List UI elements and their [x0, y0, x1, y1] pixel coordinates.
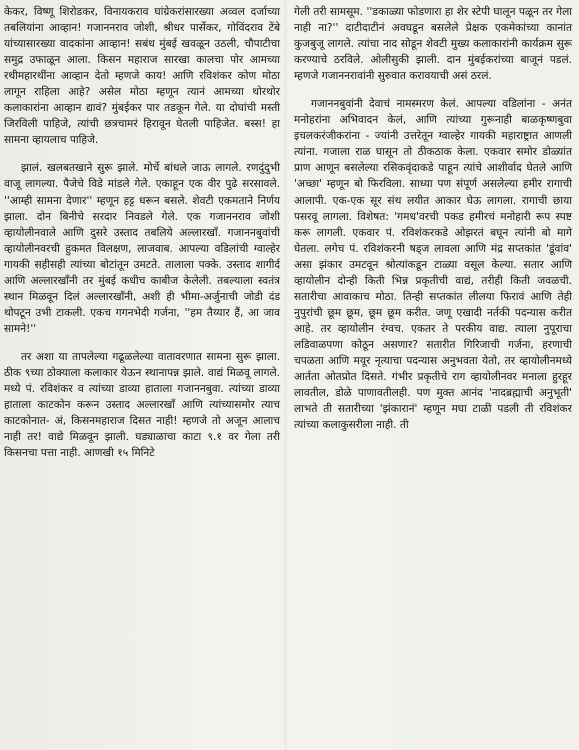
paragraph-gap — [4, 148, 280, 160]
paragraph-preparations: झालं. खलबतखाने सुरू झाले. मोर्चे बांधले जाऊ लागले. रणदुंदुभी वाजू लागल्या. पैजेचे विडे मांडले गेले. एकाहून एक वीर पुढे सरसावले. ''आम्ही सामना देणार'' म्हणून हट्ट धरून बसले. शेवटी एकमताने निर्णय झाला. दोन बिनीचे सरदार निवडले गेले. एक गजाननराव जोशी व्हायोलीनवाले आणि दुसरे उस्ताद तबलिये अल्लारखाँ. गजाननबुवांची व्हायोलीनवरची हुकमत विलक्षण, लाजवाब. आपल्या वडिलांची ग्वाल्हेर गायकी सहीसही त्यांच्या बोटांतून उमटते. तालाला पक्के. उस्ताद शागीर्द आणि अल्लारखाँनी तर मुंबई कधीच काबीज केलेली. तबल्याला स्वतंत्र स्थान मिळवून दिलं अल्लारखाँनी, अशी ही भीमा-अर्जुनाची जोडी दंड थोपटून उभी टाकली. एकच गगनभेदी गर्जना, ''हम तैय्यार हैं, आ जाव सामने!'' — [4, 162, 280, 335]
left-column — [4, 4, 280, 461]
right-column — [294, 4, 572, 433]
paragraph-waiting: गेली तरी सामसूम. ''डकाळ्या फोडणारा हा शेर स्टेपी घालून पळून तर गेला नाही ना?'' दाटीदाटीनं अवघडून बसलेले प्रेक्षक एकमेकांच्या कानांत कुजबुजू लागले. त्यांचा नाद सोडून शेवटी मुख्य कलाकारांनी कार्यक्रम सुरू करण्याचे ठरविले. ओलीसुकी झाली. दान मुंबईकरांच्या बाजूनं पडलं. म्हणजे गजाननरावांनी सुरुवात करावयाची असं ठरलं. — [294, 6, 572, 83]
paragraph-concert-begins: तर अशा या तापलेल्या गढूळलेल्या वातावरणात सामना सुरू झाला. ठीक ९च्या ठोक्याला कलाकार येऊन स्थानापन्न झाले. वाद्यं मिळवू लागले. मध्ये पं. रविशंकर व त्यांच्या डाव्या हाताला गजाननबुवा. त्यांच्या डाव्या हाताला काटकोन करून उस्ताद अल्लारखाँ आणि त्यांच्यासमोर त्याच काटकोनात- अं, किसनमहाराज दिसत नाही! म्हणजे तो अजून आलाच नाही तर! वाद्ये मिळवून झाली. घड्याळाचा काटा ९.१ वर गेला तरी किसनचा पत्ता नाही. आणखी १५ मिनिटे — [4, 350, 280, 460]
paragraph-gap — [4, 337, 280, 349]
column-gutter — [284, 0, 290, 750]
paragraph-performance: गजाननबुवांनी देवाचं नामस्मरण केलं. आपल्या वडिलांना - अनंत मनोहरांना अभिवादन केलं, आणि त्यांच्या गुरूनाही बाळकृष्णबुवा इचलकरंजीकरांना - ज्यांनी उत्तरेतून ग्वाल्हेर गायकी महाराष्ट्रात आणली त्यांना. गजाला राळ घासून तो ठीकठाक केला. एकवार समोर डोळ्यांत प्राण आणून बसलेल्या रसिकवृंदाकडे पाहून त्यांचे आशीर्वाद घेतले आणि 'अच्छा' म्हणून बो फिरविला. साध्या पण संपूर्ण असलेल्या हमीर रागाची आलापी. एक-एक सूर संथ लयीत आकार घेऊ लागला. रागाची छाया पसरवू लागला. विशेषत: 'गमध'वरची पकड हमीरचं मनोहारी रूप स्पष्ट करू लागली. एकवार पं. रविशंकरकडे ओझरतं बघून त्यांनी बो मागे घेतला. लगेच पं. रविशंकरनी षड्ज लावला आणि मंद्र सप्तकांत 'डूंवांव' असा झंकार उमटवून श्रोत्यांकडून टाळ्या वसूल केल्या. सतार आणि व्हायोलीन दोन्ही किती भिन्न प्रकृतीची वाद्यं, तरीही किती जवळची. सतारीचा आवाकाच मोठा. तिन्ही सप्तकांत लीलया फिरावं आणि तेही नुपुरांची छूम छूम, छूम छूम करीत. जणू एखादी नर्तकी पदन्यास करीत आहे. तर व्हायोलीन रंग्वच. एकतर ते परकीय वाद्य. त्याला नुपूराचा लडिवाळपणा कोठून असणार? सतारीत गिरिजाची गर्जना, हरणाची चपळता आणि मयूर नृत्याचा पदन्यास अनुभवता येतो, तर व्हायोलीनमध्ये आर्तता ओतप्रोत दिसते. गंभीर प्रकृतीचे राग व्हायोलीनवर मनाला हुरहूर लावतील, डोळे पाणावतीलही. पण मुक्त आनंद 'नादब्रह्माची अनुभूती' लाभते ती सतारीच्या 'झंकारानं' म्हणून मघा टाळी पडली ती रविशंकर त्यांच्या कलाकुसरीला नाही. ती — [294, 98, 572, 432]
paragraph-challenge: केकर, विष्णू शिरोडकर, विनायकराव घांग्रेकरांसारख्या अव्वल दर्जाच्या तबलियांना आव्हान! गजाननराव जोशी, श्रीधर पार्सेकर, गोविंदराव टेंबे यांच्यासारख्या वादकांना आव्हान! सबंध मुंबई खवळून उठली, चौपाटीचा समुद्र उफाळून आला. किसन महाराज सारखा कालचा पोर आमच्या रथीमहारथींना आव्हान देतो म्हणजे काय! आणि रविशंकर कोण मोठा लागून राहिला आहे? असेल मोठा म्हणून त्यानं आमच्या थोरथोर कलाकारांना आव्हान द्यावं? मुंबईकर पार तडकून गेले. या दोघांची मस्ती जिरविली पाहिजे, त्यांची छत्रचामरं हिरावून घेतली पाहिजेत. बस्स! हा सामना व्हायलाच पाहिजे. — [4, 6, 280, 147]
paragraph-gap — [294, 84, 572, 96]
